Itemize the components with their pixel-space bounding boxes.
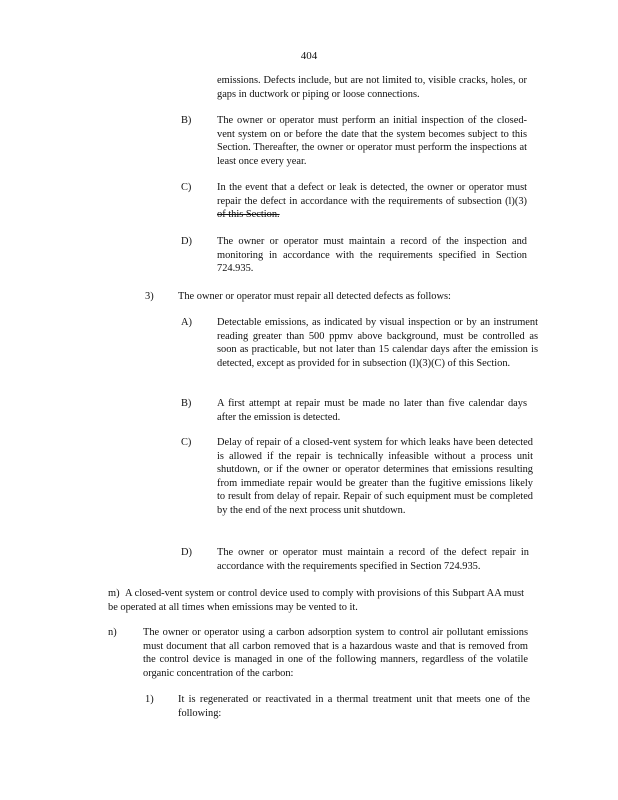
item-label: C)	[181, 437, 192, 448]
item-text: The owner or operator using a carbon adsorption system to control air pollutant emissions must document that all carbon removed that is a hazardous waste and that is removed from the control device is managed in one of the following manners, regardless of the volatile organic concentration of the carbon:	[143, 627, 528, 679]
item-label: 1)	[145, 694, 154, 705]
item-text-body: A closed-vent system or control device used to comply with provisions of this Subpart AA must be operated at all times when emissions may be vented to it.	[108, 588, 524, 613]
item-text: The owner or operator must repair all detected defects as follows:	[178, 291, 451, 302]
item-label: A)	[181, 317, 192, 328]
item-text: The owner or operator must perform an initial inspection of the closed-vent system on or before the date that the system becomes subject to this Section. Thereafter, the owner or operator must perform the inspections at least once every year.	[217, 115, 527, 167]
page-number: 404	[300, 50, 318, 62]
item-label: B)	[181, 398, 192, 409]
item-text	[217, 181, 527, 222]
item-text: A first attempt at repair must be made no later than five calendar days after the emission is detected.	[217, 398, 527, 423]
item-label: D)	[181, 547, 192, 558]
item-label: n)	[108, 627, 117, 638]
item-text: Delay of repair of a closed-vent system for which leaks have been detected is allowed if the repair is technically infeasible without a process unit shutdown, or if the owner or operator determines that emissions resulting from immediate repair would be greater than the fugitive emissions likely to result from delay of repair. Repair of such equipment must be completed by the end of the next process unit shutdown.	[217, 437, 533, 516]
item-text: The owner or operator must maintain a record of the inspection and monitoring in accordance with the requirements specified in Section 724.935.	[217, 236, 527, 275]
item-text: It is regenerated or reactivated in a thermal treatment unit that meets one of the following:	[178, 694, 530, 719]
item-label: C)	[181, 182, 192, 193]
item-label: B)	[181, 115, 192, 126]
item-label: m)	[108, 588, 120, 599]
item-text: Detectable emissions, as indicated by visual inspection or by an instrument reading greater than 500 ppmv above background, must be controlled as soon as practicable, but not later than 15 calendar days after the emission is detected, except as provided for in subsection (l)(3)(C) of this Section.	[217, 317, 538, 369]
item-label: D)	[181, 236, 192, 247]
item-text	[108, 587, 524, 614]
struck-text: of this Section.	[217, 209, 280, 221]
item-text-main: In the event that a defect or leak is detected, the owner or operator must repair the defect in accordance with the requirements of subsection (l)(3)	[217, 182, 527, 207]
item-text: The owner or operator must maintain a record of the defect repair in accordance with the requirements specified in Section 724.935.	[217, 547, 529, 572]
continuation-paragraph: emissions. Defects include, but are not limited to, visible cracks, holes, or gaps in ductwork or piping or loose connections.	[217, 75, 527, 100]
item-label: 3)	[145, 291, 154, 302]
